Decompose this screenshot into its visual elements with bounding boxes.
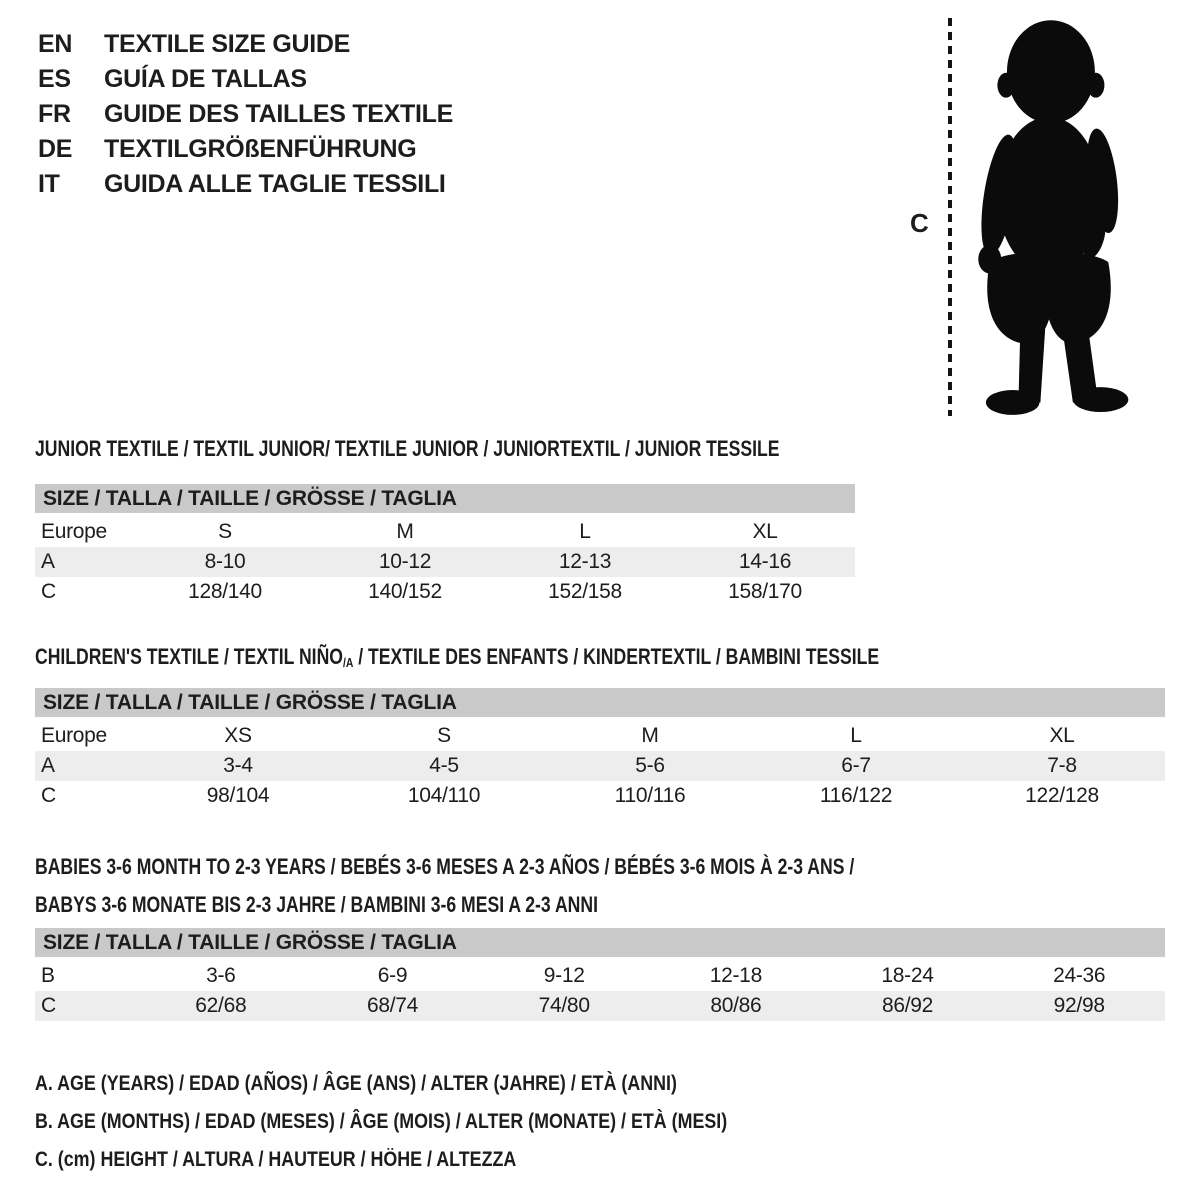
babies-months-3: 9-12 bbox=[543, 964, 585, 987]
junior-size-header-bar bbox=[35, 484, 855, 513]
babies-section-title-line2-text: BABYS 3-6 MONATE BIS 2-3 JAHRE / BAMBINI 3-6 MESI A 2-3 ANNI bbox=[35, 892, 598, 917]
guide-title-fr: GUIDE DES TAILLES TEXTILE bbox=[104, 100, 454, 128]
junior-age-l: 12-13 bbox=[558, 550, 612, 573]
junior-size-m: M bbox=[396, 520, 414, 543]
junior-size-s: S bbox=[218, 520, 232, 543]
children-section-title-text bbox=[35, 645, 879, 675]
language-code-it: IT bbox=[38, 170, 60, 198]
babies-size-header-bar bbox=[35, 928, 1165, 957]
language-code-de: DE bbox=[38, 135, 73, 163]
children-age-xs: 3-4 bbox=[223, 754, 253, 777]
language-row-de bbox=[38, 132, 453, 167]
babies-height-5: 86/92 bbox=[881, 994, 934, 1017]
babies-size-table bbox=[35, 928, 1165, 1021]
children-size-table bbox=[35, 688, 1165, 811]
junior-age-m: 10-12 bbox=[378, 550, 432, 573]
children-height-m: 110/116 bbox=[614, 784, 686, 807]
legend-line-b-text: B. AGE (MONTHS) / EDAD (MESES) / ÂGE (MOIS) / ALTER (MONATE) / ETÀ (MESI) bbox=[35, 1110, 728, 1133]
junior-size-xl: XL bbox=[752, 520, 778, 543]
children-row-age bbox=[35, 751, 1165, 781]
row-label-europe: Europe bbox=[41, 520, 107, 543]
language-code-es: ES bbox=[38, 65, 71, 93]
row-label-b: B bbox=[41, 964, 55, 987]
babies-months-5: 18-24 bbox=[881, 964, 934, 987]
children-age-l: 6-7 bbox=[841, 754, 871, 777]
children-height-xs: 98/104 bbox=[206, 784, 270, 807]
babies-height-3: 74/80 bbox=[538, 994, 590, 1017]
row-label-a: A bbox=[41, 754, 55, 777]
guide-title-en: TEXTILE SIZE GUIDE bbox=[104, 30, 351, 58]
junior-row-height bbox=[35, 577, 855, 607]
language-row-fr bbox=[38, 97, 453, 132]
toddler-silhouette-icon bbox=[963, 18, 1135, 420]
babies-height-6: 92/98 bbox=[1053, 994, 1105, 1017]
children-size-xs: XS bbox=[224, 724, 252, 747]
junior-size-l: L bbox=[579, 520, 591, 543]
junior-height-s: 128/140 bbox=[188, 580, 262, 603]
babies-height-2: 68/74 bbox=[366, 994, 419, 1017]
junior-height-l: 152/158 bbox=[548, 580, 622, 603]
babies-section-title-line1 bbox=[35, 855, 1059, 879]
babies-months-4: 12-18 bbox=[709, 964, 762, 987]
height-measure-line bbox=[948, 18, 952, 416]
children-height-l: 116/122 bbox=[819, 784, 893, 807]
babies-height-4: 80/86 bbox=[710, 994, 762, 1017]
junior-section-title-text: JUNIOR TEXTILE / TEXTIL JUNIOR/ TEXTILE JUNIOR / JUNIORTEXTIL / JUNIOR TESSILE bbox=[35, 436, 780, 461]
babies-row-height bbox=[35, 991, 1165, 1021]
junior-height-m: 140/152 bbox=[368, 580, 442, 603]
language-code-en: EN bbox=[38, 30, 73, 58]
children-size-header-text: SIZE / TALLA / TAILLE / GRÖSSE / TAGLIA bbox=[43, 690, 457, 714]
junior-height-xl: 158/170 bbox=[728, 580, 802, 603]
language-row-it bbox=[38, 167, 453, 202]
language-row-es bbox=[38, 62, 453, 97]
junior-age-xl: 14-16 bbox=[738, 550, 792, 573]
babies-months-2: 6-9 bbox=[377, 964, 408, 987]
row-label-c: C bbox=[41, 994, 56, 1017]
junior-size-table bbox=[35, 484, 855, 607]
children-age-xl: 7-8 bbox=[1047, 754, 1077, 777]
row-label-c: C bbox=[41, 580, 56, 603]
guide-title-de: TEXTILGRÖßENFÜHRUNG bbox=[104, 135, 417, 163]
junior-row-europe bbox=[35, 517, 855, 547]
children-row-europe bbox=[35, 721, 1165, 751]
language-code-fr: FR bbox=[38, 100, 71, 128]
children-section-title bbox=[35, 645, 1090, 675]
junior-row-age bbox=[35, 547, 855, 577]
babies-section-title-line1-text: BABIES 3-6 MONTH TO 2-3 YEARS / BEBÉS 3-6 MESES A 2-3 AÑOS / BÉBÉS 3-6 MOIS À 2-3 ANS / bbox=[35, 854, 855, 879]
children-size-m: M bbox=[641, 724, 659, 747]
legend-line-a-text: A. AGE (YEARS) / EDAD (AÑOS) / ÂGE (ANS) / ALTER (JAHRE) / ETÀ (ANNI) bbox=[35, 1072, 677, 1095]
height-measure-label: C bbox=[910, 208, 929, 238]
children-height-xl: 122/128 bbox=[1025, 784, 1099, 807]
children-row-height bbox=[35, 781, 1165, 811]
language-row-en bbox=[38, 27, 453, 62]
children-title-subscript: /A bbox=[342, 655, 354, 670]
junior-size-header-text: SIZE / TALLA / TAILLE / GRÖSSE / TAGLIA bbox=[43, 486, 457, 510]
babies-months-1: 3-6 bbox=[206, 964, 236, 987]
babies-height-1: 62/68 bbox=[195, 994, 247, 1017]
legend-line-b bbox=[35, 1110, 849, 1134]
babies-section-title-line2 bbox=[35, 893, 739, 917]
children-size-header-bar bbox=[35, 688, 1165, 717]
children-height-s: 104/110 bbox=[407, 784, 481, 807]
children-age-s: 4-5 bbox=[429, 754, 459, 777]
babies-months-6: 24-36 bbox=[1053, 964, 1106, 987]
legend-line-c-text: C. (cm) HEIGHT / ALTURA / HAUTEUR / HÖHE / ALTEZZA bbox=[35, 1148, 517, 1171]
legend-line-a bbox=[35, 1072, 790, 1096]
junior-age-s: 8-10 bbox=[204, 550, 246, 573]
children-size-s: S bbox=[437, 724, 451, 747]
guide-title-it: GUIDA ALLE TAGLIE TESSILI bbox=[104, 170, 446, 198]
row-label-a: A bbox=[41, 550, 55, 573]
children-age-m: 5-6 bbox=[635, 754, 665, 777]
children-title-pre: CHILDREN'S TEXTILE / TEXTIL NIÑO bbox=[35, 644, 343, 669]
junior-section-title bbox=[35, 437, 966, 461]
guide-title-es: GUÍA DE TALLAS bbox=[104, 65, 307, 93]
children-title-post: / TEXTILE DES ENFANTS / KINDERTEXTIL / BAMBINI TESSILE bbox=[353, 644, 880, 669]
row-label-europe: Europe bbox=[41, 724, 107, 747]
legend-line-c bbox=[35, 1148, 601, 1172]
babies-size-header-text: SIZE / TALLA / TAILLE / GRÖSSE / TAGLIA bbox=[43, 930, 457, 954]
row-label-c: C bbox=[41, 784, 56, 807]
children-size-l: L bbox=[850, 724, 862, 747]
language-title-list bbox=[38, 27, 453, 202]
babies-row-months bbox=[35, 961, 1165, 991]
children-size-xl: XL bbox=[1049, 724, 1075, 747]
